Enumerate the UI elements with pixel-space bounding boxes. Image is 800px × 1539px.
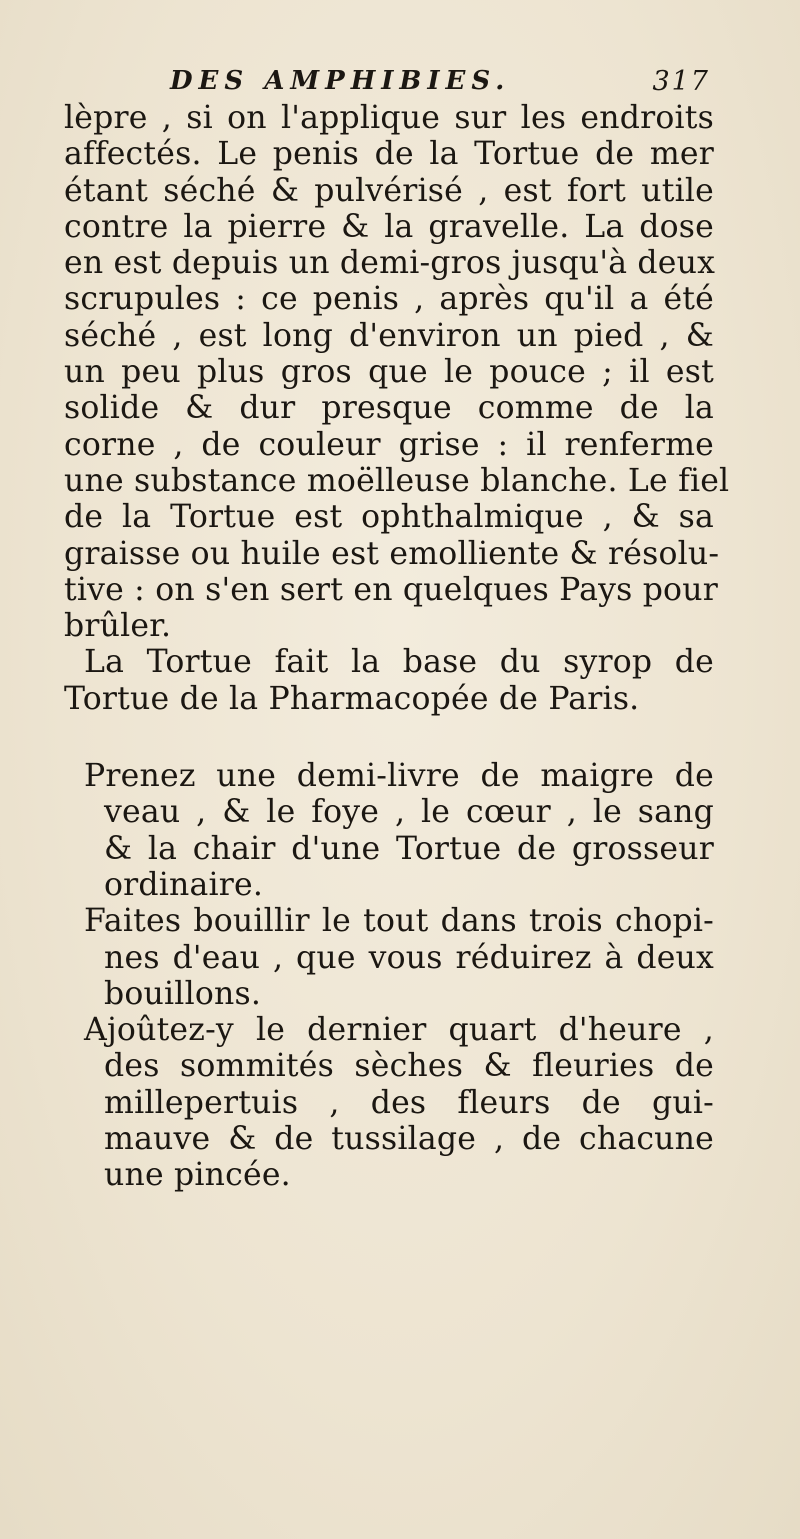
recipe-step-1 [64,758,714,903]
text-line: La Tortue fait la base du syrop de [84,644,714,681]
paragraph-2 [64,644,714,717]
recipe-step-2 [64,903,714,1012]
text-line: en est depuis un demi-gros jusqu'à deux [64,245,716,282]
text-line: corne , de couleur grise : il renferme [64,426,714,463]
running-title: DES AMPHIBIES. [170,66,511,96]
text-line: ordinaire. [104,866,264,903]
text-line: de la Tortue est ophthalmique , & sa [64,499,714,536]
text-line: brûler. [64,608,172,645]
text-line: bouillons. [104,975,262,1012]
page-header [170,66,710,102]
text-line: & la chair d'une Tortue de grosseur [104,830,714,867]
text-line: séché , est long d'environ un pied , & [64,317,714,354]
text-line: millepertuis , des fleurs de gui- [104,1084,714,1121]
page-number: 317 [652,66,710,97]
text-line: Tortue de la Pharmacopée de Paris. [64,680,640,717]
text-line: Prenez une demi-livre de maigre de [84,758,714,795]
text-line: Faites bouillir le tout dans trois chopi- [84,903,714,940]
text-line: un peu plus gros que le pouce ; il est [64,354,714,391]
text-line: contre la pierre & la gravelle. La dose [64,208,714,245]
text-line: Ajoûtez-y le dernier quart d'heure , [84,1012,714,1049]
text-line: étant séché & pulvérisé , est fort utile [64,172,714,209]
recipe-step-3 [64,1012,714,1193]
text-line: tive : on s'en sert en quelques Pays pour [64,571,718,608]
text-line: une pincée. [104,1157,291,1194]
text-line: solide & dur presque comme de la [64,390,714,427]
text-line: scrupules : ce penis , après qu'il a été [64,281,714,318]
text-line: mauve & de tussilage , de chacune [104,1121,714,1158]
paragraph-spacer [64,717,714,758]
text-line: une substance moëlleuse blanche. Le fiel [64,462,730,499]
paragraph-1 [64,100,730,645]
text-line: lèpre , si on l'applique sur les endroits [64,100,714,136]
text-line: graisse ou huile est emolliente & résolu- [64,535,720,572]
text-line: affectés. Le penis de la Tortue de mer [64,136,714,173]
text-line: des sommités sèches & fleuries de [104,1048,714,1085]
text-line: nes d'eau , que vous réduirez à deux [104,939,714,976]
page-body [64,100,730,1194]
text-line: veau , & le foye , le cœur , le sang [104,794,714,831]
